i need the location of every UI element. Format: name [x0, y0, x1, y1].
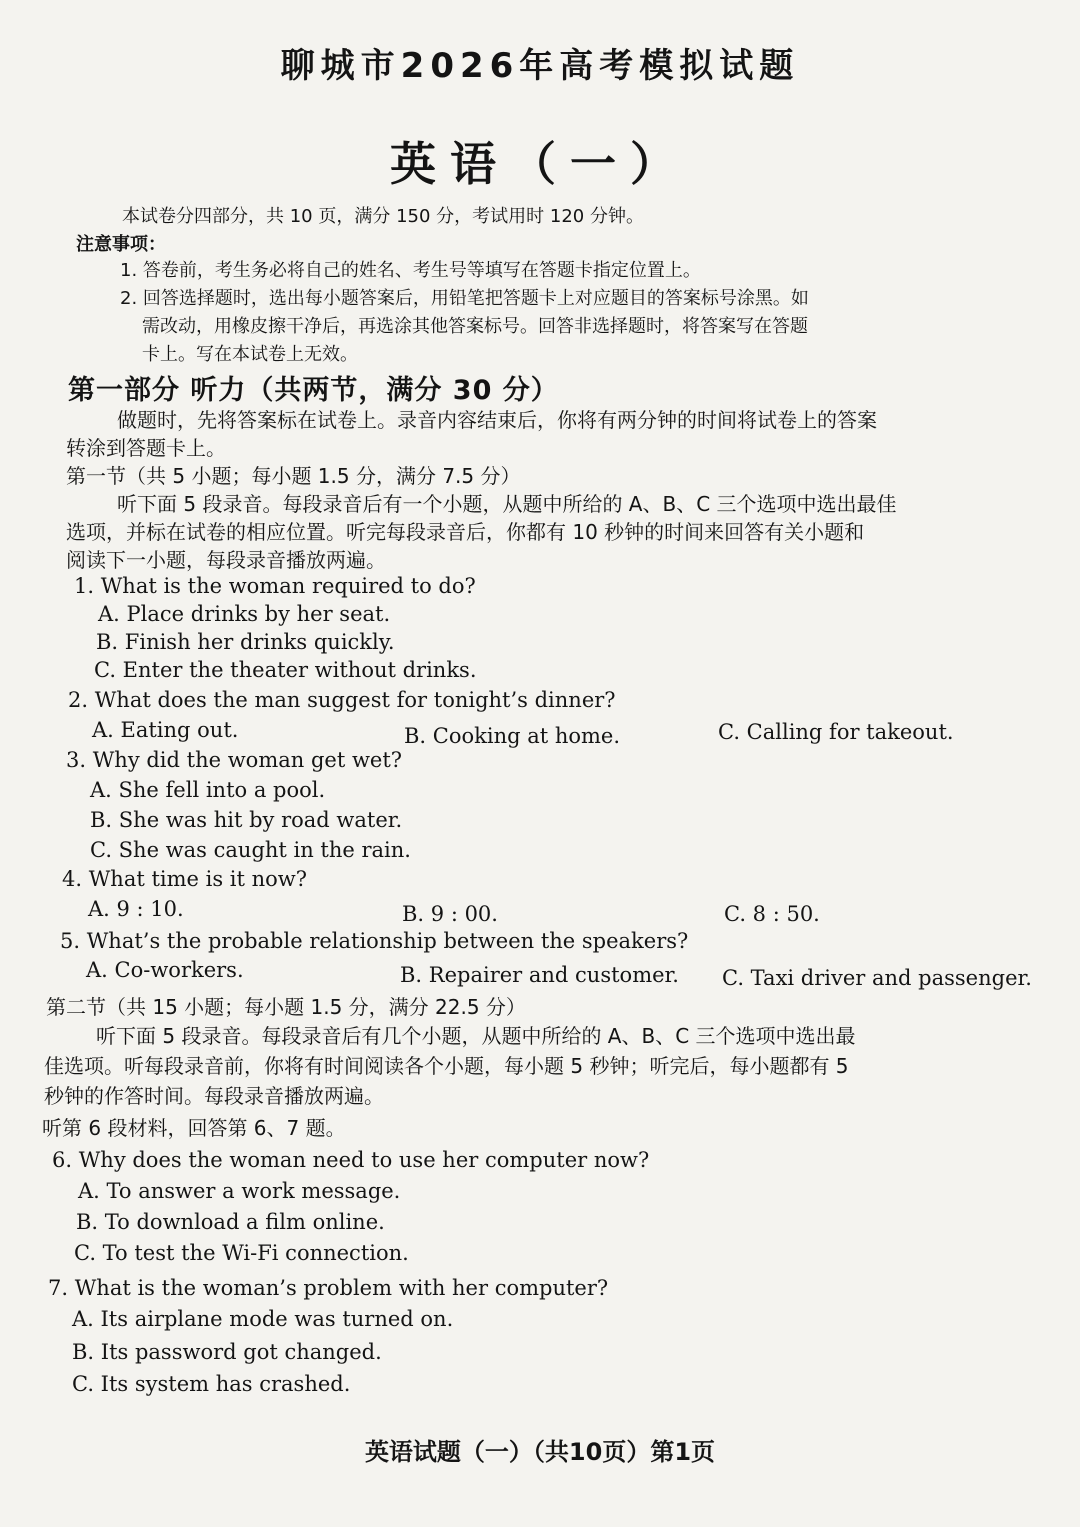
page-footer: 英语试题（一）（共10页）第1页: [364, 1438, 716, 1466]
question-7-option-c: C. Its system has crashed.: [72, 1372, 351, 1396]
material-6-heading: 听第 6 段材料，回答第 6、7 题。: [42, 1116, 346, 1140]
question-2-option-b: B. Cooking at home.: [404, 724, 621, 748]
section1-instruction-c: 阅读下一小题，每段录音播放两遍。: [66, 548, 386, 572]
question-3-option-c: C. She was caught in the rain.: [90, 838, 411, 862]
question-2-option-a: A. Eating out.: [92, 718, 239, 742]
question-3-option-a: A. She fell into a pool.: [90, 778, 326, 802]
part1-instruction-b: 转涂到答题卡上。: [66, 436, 226, 460]
question-4-option-b: B. 9 : 00.: [402, 902, 498, 926]
question-4-option-c: C. 8 : 50.: [724, 902, 820, 926]
question-5-option-c: C. Taxi driver and passenger.: [722, 966, 1032, 990]
notes-line-2c: 卡上。写在本试卷上无效。: [142, 344, 358, 365]
section2-instruction-c: 秒钟的作答时间。每段录音播放两遍。: [44, 1084, 384, 1108]
question-4-option-a: A. 9 : 10.: [88, 897, 184, 921]
question-1-option-b: B. Finish her drinks quickly.: [96, 630, 395, 654]
question-1-option-a: A. Place drinks by her seat.: [98, 602, 391, 626]
question-6-option-c: C. To test the Wi-Fi connection.: [74, 1241, 409, 1265]
notes-heading: 注意事项：: [76, 234, 166, 255]
question-3-stem: 3. Why did the woman get wet?: [66, 748, 403, 772]
part1-heading: 第一部分 听力（共两节，满分 30 分）: [68, 375, 559, 406]
notes-line-2b: 需改动，用橡皮擦干净后，再选涂其他答案标号。回答非选择题时，将答案写在答题: [142, 316, 808, 337]
exam-title: 聊城市2026年高考模拟试题: [280, 46, 800, 86]
notes-line-2a: 2. 回答选择题时，选出每小题答案后，用铅笔把答题卡上对应题目的答案标号涂黑。如: [120, 288, 809, 309]
part1-instruction-a: 做题时，先将答案标在试卷上。录音内容结束后，你将有两分钟的时间将试卷上的答案: [117, 408, 877, 432]
question-6-stem: 6. Why does the woman need to use her computer now?: [52, 1148, 650, 1172]
notes-line-1: 1. 答卷前，考生务必将自己的姓名、考生号等填写在答题卡指定位置上。: [120, 260, 701, 281]
section2-instruction-a: 听下面 5 段录音。每段录音后有几个小题，从题中所给的 A、B、C 三个选项中选出最: [96, 1024, 856, 1048]
question-6-option-b: B. To download a film online.: [76, 1210, 385, 1234]
question-5-option-b: B. Repairer and customer.: [400, 963, 679, 987]
question-7-option-b: B. Its password got changed.: [72, 1340, 382, 1364]
question-1-option-c: C. Enter the theater without drinks.: [94, 658, 477, 682]
question-1-stem: 1. What is the woman required to do?: [74, 574, 476, 598]
subject-title: 英语（一）: [390, 137, 690, 191]
question-7-stem: 7. What is the woman’s problem with her computer?: [48, 1276, 609, 1300]
question-5-option-a: A. Co-workers.: [86, 958, 244, 982]
question-5-stem: 5. What’s the probable relationship between the speakers?: [60, 929, 689, 953]
section1-instruction-b: 选项，并标在试卷的相应位置。听完每段录音后，你都有 10 秒钟的时间来回答有关小题和: [66, 520, 865, 544]
section2-instruction-b: 佳选项。听每段录音前，你将有时间阅读各个小题，每小题 5 秒钟；听完后，每小题都有 5: [44, 1054, 849, 1078]
question-4-stem: 4. What time is it now?: [62, 867, 308, 891]
question-2-option-c: C. Calling for takeout.: [718, 720, 954, 744]
section2-heading: 第二节（共 15 小题；每小题 1.5 分，满分 22.5 分）: [46, 995, 526, 1019]
question-2-stem: 2. What does the man suggest for tonight’s dinner?: [68, 688, 616, 712]
section1-instruction-a: 听下面 5 段录音。每段录音后有一个小题，从题中所给的 A、B、C 三个选项中选出最佳: [117, 492, 897, 516]
intro-text: 本试卷分四部分，共 10 页，满分 150 分，考试用时 120 分钟。: [122, 206, 644, 227]
question-7-option-a: A. Its airplane mode was turned on.: [72, 1307, 454, 1331]
question-3-option-b: B. She was hit by road water.: [90, 808, 403, 832]
section1-heading: 第一节（共 5 小题；每小题 1.5 分，满分 7.5 分）: [66, 464, 521, 488]
question-6-option-a: A. To answer a work message.: [78, 1179, 401, 1203]
